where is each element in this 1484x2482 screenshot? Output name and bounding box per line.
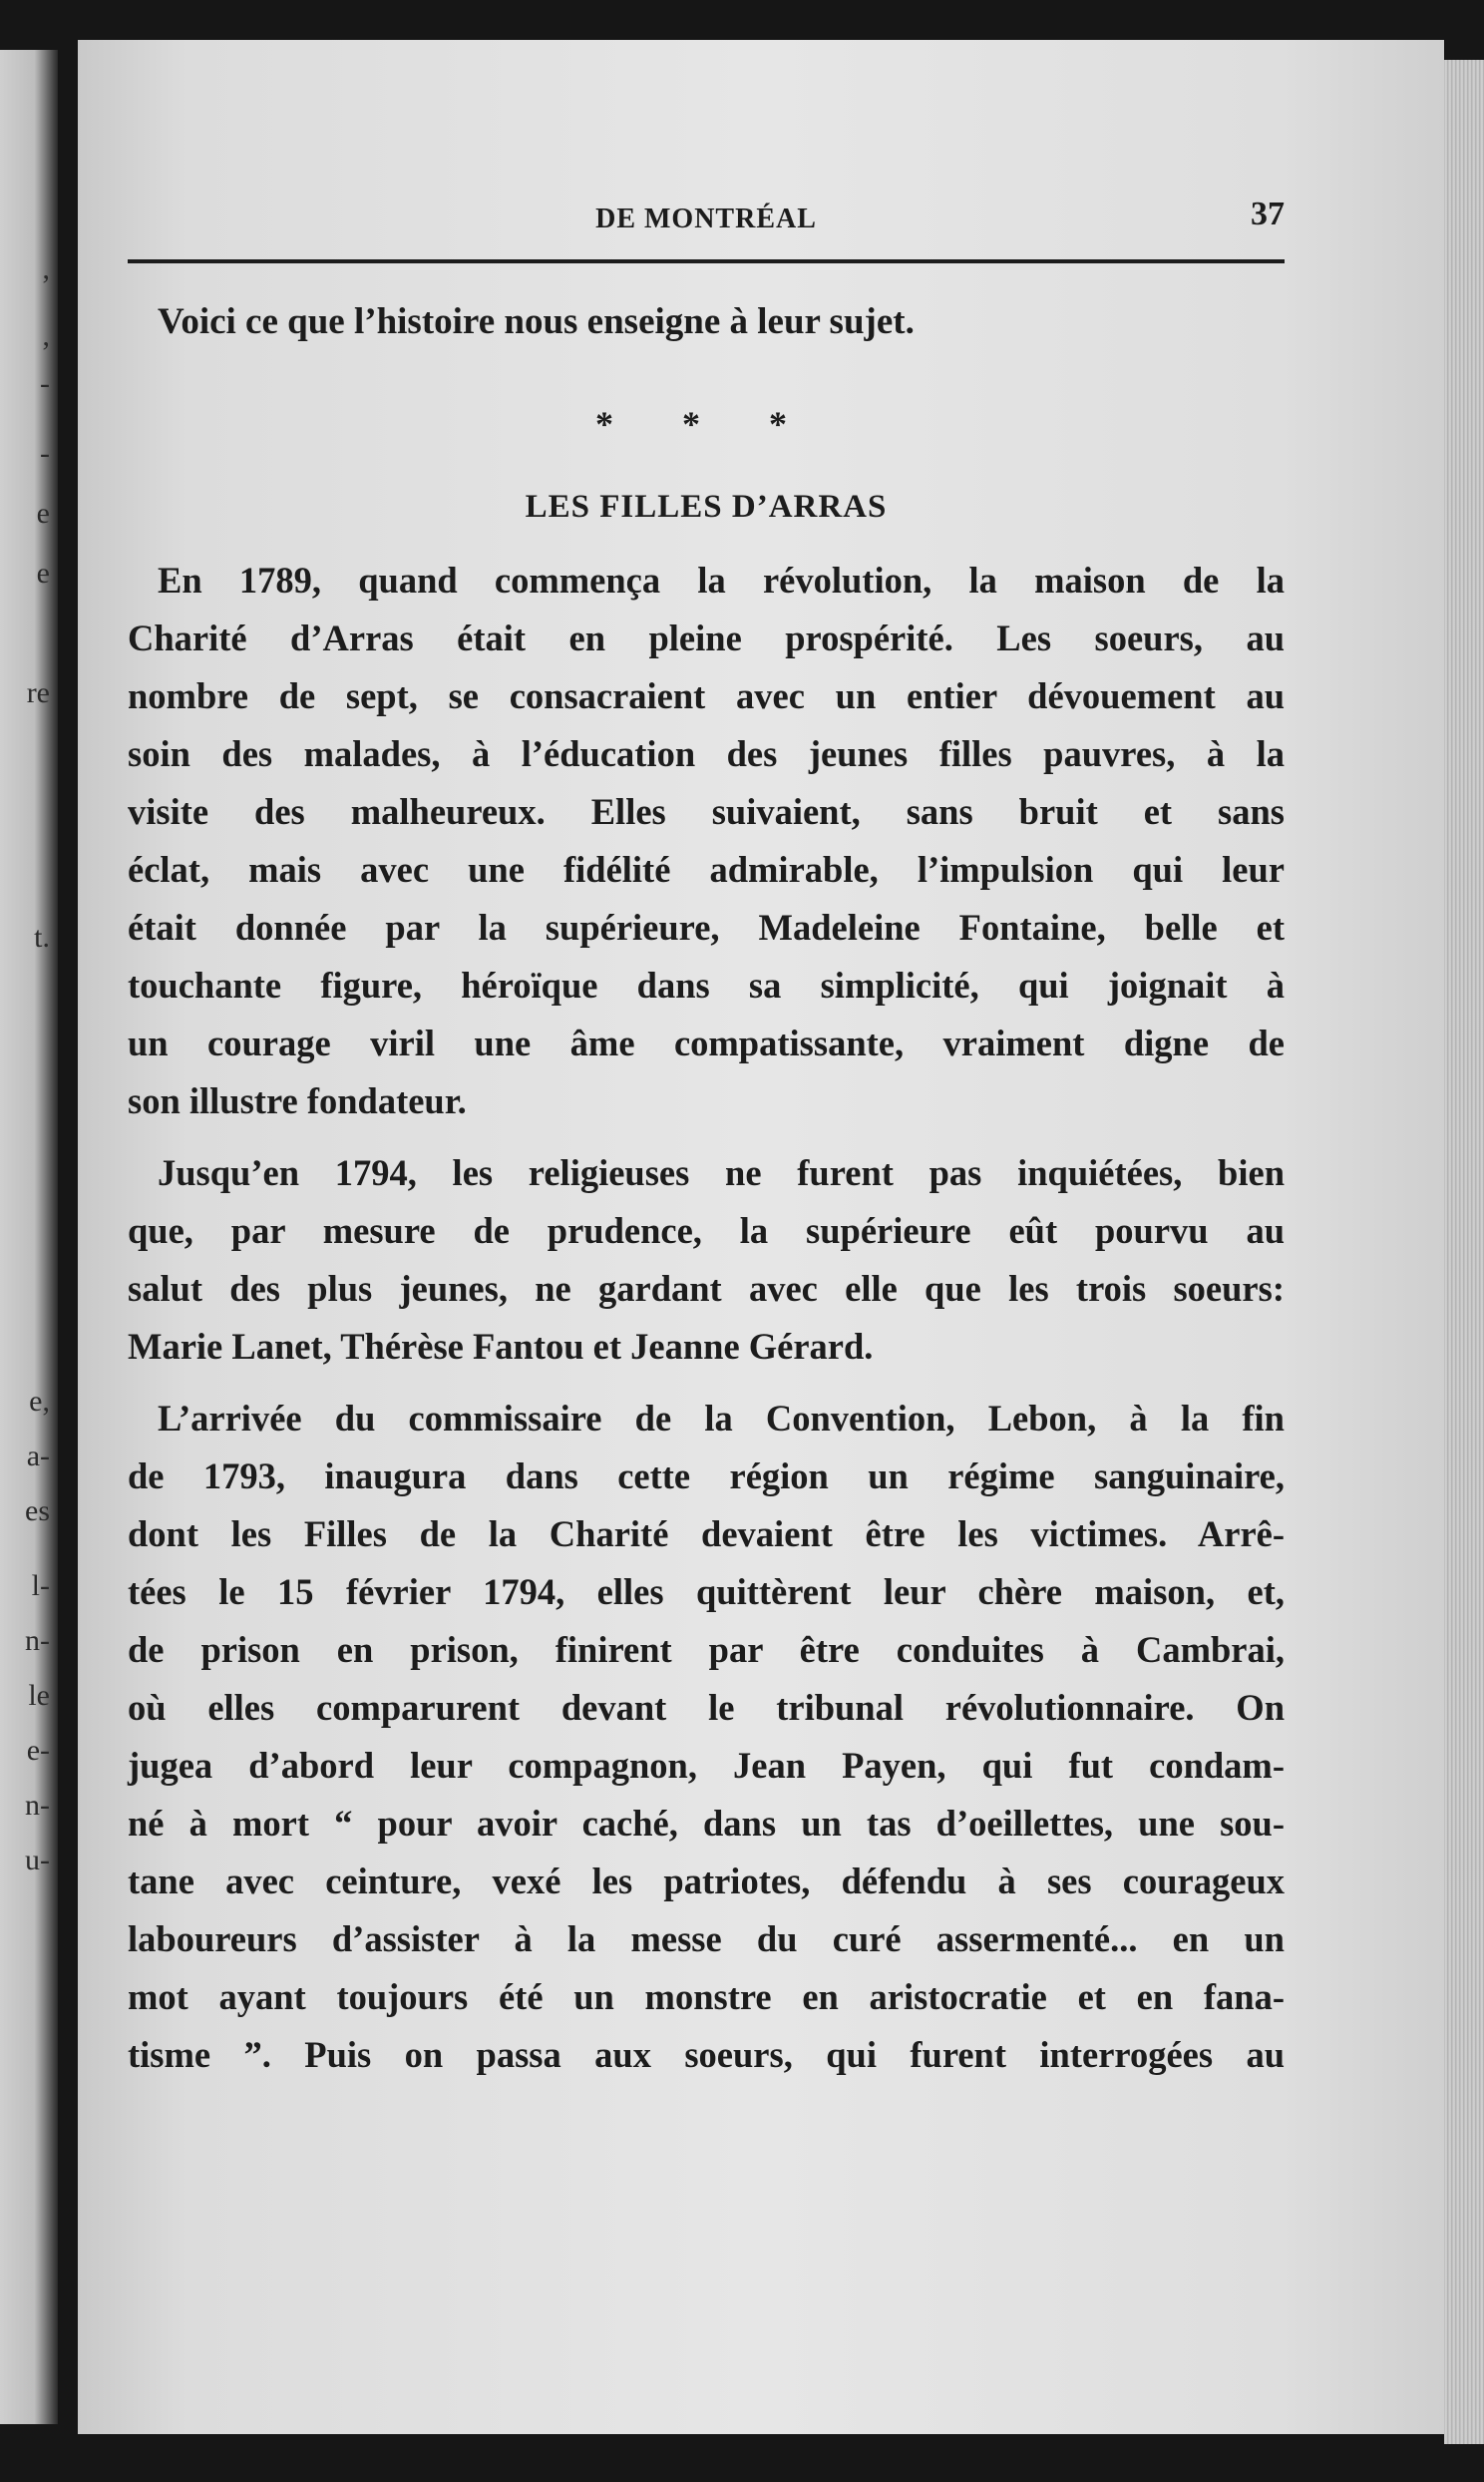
paragraph xyxy=(128,552,1285,1130)
header-rule xyxy=(128,259,1285,263)
left-page-fragment: e- xyxy=(26,1734,50,1767)
left-page-fragment: - xyxy=(40,367,50,400)
text-line: Jusqu’en 1794, les religieuses ne furent pas inquiétées, bien xyxy=(158,1152,1285,1193)
text-line: jugea d’abord leur compagnon, Jean Payen, qui fut condam- xyxy=(128,1745,1285,1786)
text-line: Marie Lanet, Thérèse Fantou et Jeanne Gérard. xyxy=(128,1326,874,1367)
left-page-fragment: l- xyxy=(31,1569,50,1602)
text-line: éclat, mais avec une fidélité admirable, l’impulsion qui leur xyxy=(128,849,1285,890)
lead-line: Voici ce que l’histoire nous enseigne à leur sujet. xyxy=(158,301,915,342)
text-line: soin des malades, à l’éducation des jeunes filles pauvres, à la xyxy=(128,733,1285,774)
text-line: nombre de sept, se consacraient avec un entier dévouement au xyxy=(128,675,1285,716)
running-head xyxy=(128,190,1285,249)
text-line: En 1789, quand commença la révolution, la maison de la xyxy=(158,560,1285,601)
text-line: laboureurs d’assister à la messe du curé assermenté... en un xyxy=(128,1918,1285,1959)
text-line: touchante figure, héroïque dans sa simplicité, qui joignait à xyxy=(128,965,1285,1006)
text-line: était donnée par la supérieure, Madeleine Fontaine, belle et xyxy=(128,907,1285,948)
text-line: mot ayant toujours été un monstre en aristocratie et en fana- xyxy=(128,1976,1285,2017)
left-page-fragment: , xyxy=(42,252,50,285)
left-page-fragment: , xyxy=(42,319,50,352)
left-page-fragment: u- xyxy=(25,1844,50,1876)
running-title: DE MONTRÉAL xyxy=(595,204,817,234)
left-page-fragment: t. xyxy=(34,921,50,954)
left-page-fragment: e, xyxy=(29,1385,50,1418)
section-heading: LES FILLES D’ARRAS xyxy=(525,489,888,525)
section-separator: * * * xyxy=(595,404,817,444)
page-number: 37 xyxy=(1251,196,1285,232)
left-page-fragment: n- xyxy=(25,1624,50,1657)
text-line: de prison en prison, finirent par être conduites à Cambrai, xyxy=(128,1629,1285,1670)
left-page-fragment: - xyxy=(40,437,50,470)
left-page-fragment: le xyxy=(28,1679,50,1712)
text-line: né à mort “ pour avoir caché, dans un tas d’oeillettes, une sou- xyxy=(128,1803,1285,1844)
text-line: son illustre fondateur. xyxy=(128,1080,467,1121)
text-line: L’arrivée du commissaire de la Convention, Lebon, à la fin xyxy=(158,1398,1285,1439)
page-stack-edge xyxy=(1444,60,1484,2444)
text-line: tane avec ceinture, vexé les patriotes, défendu à ses courageux xyxy=(128,1861,1285,1901)
paragraph xyxy=(128,1144,1285,1376)
page-content xyxy=(128,190,1285,2084)
text-line: dont les Filles de la Charité devaient être les victimes. Arrê- xyxy=(128,1513,1285,1554)
left-page-fragment: a- xyxy=(26,1440,50,1472)
text-line: que, par mesure de prudence, la supérieure eût pourvu au xyxy=(128,1210,1285,1251)
left-page-fragment: e xyxy=(36,497,50,530)
left-page-fragment: re xyxy=(26,676,50,709)
paragraph xyxy=(128,1390,1285,2084)
text-line: où elles comparurent devant le tribunal révolutionnaire. On xyxy=(128,1687,1285,1728)
left-page-fragment: es xyxy=(25,1494,50,1527)
text-line: tées le 15 février 1794, elles quittèrent leur chère maison, et, xyxy=(128,1571,1285,1612)
book-page xyxy=(78,40,1444,2434)
left-page-fragment: n- xyxy=(25,1789,50,1822)
text-line: de 1793, inaugura dans cette région un régime sanguinaire, xyxy=(128,1455,1285,1496)
text-line: tisme ”. Puis on passa aux soeurs, qui furent interrogées au xyxy=(128,2034,1285,2075)
text-line: salut des plus jeunes, ne gardant avec elle que les trois soeurs: xyxy=(128,1268,1285,1309)
text-line: visite des malheureux. Elles suivaient, sans bruit et sans xyxy=(128,791,1285,832)
left-page-margin xyxy=(0,50,58,2424)
text-line: un courage viril une âme compatissante, vraiment digne de xyxy=(128,1023,1285,1063)
text-line: Charité d’Arras était en pleine prospérité. Les soeurs, au xyxy=(128,618,1285,658)
left-page-fragment: e xyxy=(36,557,50,590)
